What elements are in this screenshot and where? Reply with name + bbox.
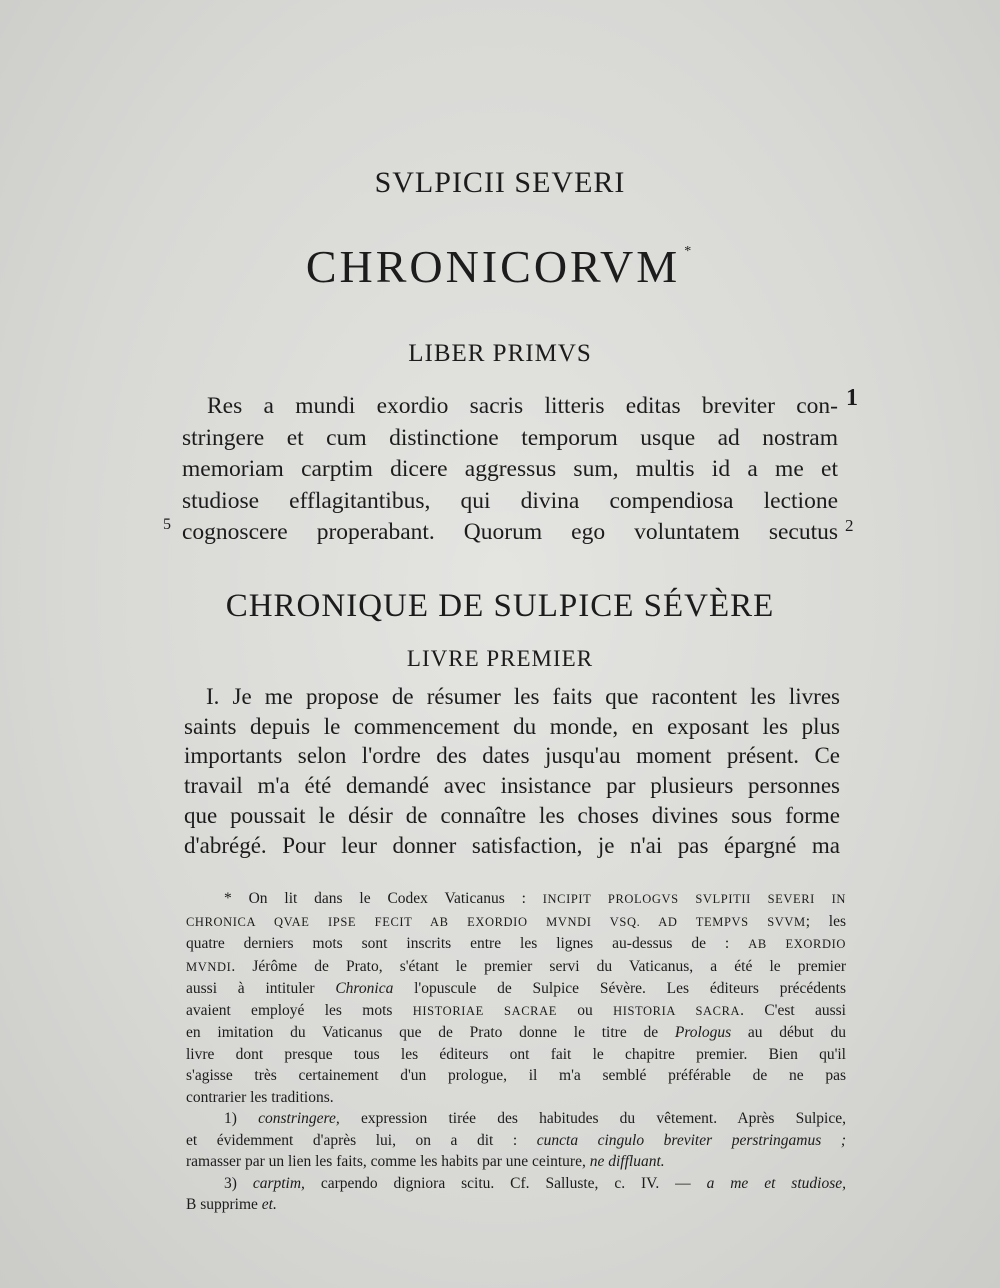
footnote-line <box>186 1087 846 1109</box>
footnote-text: au début du <box>731 1024 846 1041</box>
book-heading-latin: LIBER PRIMVS <box>408 340 592 367</box>
footnote-italic: et. <box>261 1196 277 1213</box>
footnote-text: ; les <box>805 912 846 930</box>
french-line: travail m'a été demandé avec insistance par plusieurs personnes <box>184 773 840 799</box>
french-line: I. Je me propose de résumer les faits que racontent les livres <box>206 684 840 709</box>
footnote-text: B supprime <box>186 1196 262 1213</box>
footnote-line <box>186 1173 846 1195</box>
footnote-text: et évidemment d'après lui, on a dit : <box>186 1131 537 1149</box>
footnote-smallcaps: CHRONICA QVAE IPSE FECIT AB EXORDIO MVNDI VSQ. AD TEMPVS SVVM <box>186 914 806 929</box>
footnote-line <box>186 888 846 911</box>
footnote-text: quatre derniers mots sont inscrits entre les lignes au-dessus de : <box>186 935 749 952</box>
margin-section-number: 2 <box>845 516 854 535</box>
french-line: importants selon l'ordre des dates jusqu'au moment présent. Ce <box>184 743 840 769</box>
footnote-line <box>186 933 846 956</box>
french-line: d'abrégé. Pour leur donner satisfaction, je n'ai pas épargné ma <box>184 832 840 858</box>
footnote-text: ramasser par un lien les faits, comme les habits par une ceinture, <box>186 1153 590 1170</box>
footnote-line <box>186 1044 846 1066</box>
latin-line: Res a mundi exordio sacris litteris editas breviter con- <box>207 393 838 419</box>
footnote-italic: carptim, <box>252 1174 305 1192</box>
footnote-smallcaps: MVNDI <box>186 959 232 974</box>
footnote-text: 1) <box>224 1110 259 1127</box>
latin-line: stringere et cum distinctione temporum usque ad nostram <box>182 424 838 451</box>
footnote-italic: Prologus <box>674 1024 732 1041</box>
latin-line: studiose efflagitantibus, qui divina compendiosa lectione <box>182 487 838 514</box>
margin-section-number: 1 <box>846 385 858 411</box>
footnote-1 <box>186 1108 846 1173</box>
footnote-text: * On lit dans le Codex Vaticanus : <box>224 890 543 907</box>
footnote-smallcaps: HISTORIA SACRA <box>613 1003 741 1018</box>
footnote-smallcaps: INCIPIT PROLOGVS SVLPITII SEVERI IN <box>542 892 847 906</box>
footnote-line <box>186 1000 846 1023</box>
footnotes <box>186 888 846 1216</box>
footnote-line <box>186 1065 846 1087</box>
footnote-italic: a me et studiose, <box>706 1174 846 1192</box>
footnote-text: expression tirée des habitudes du vêtement. Après Sulpice, <box>339 1110 846 1127</box>
footnote-line <box>186 1108 846 1130</box>
footnote-text: ou <box>556 1001 614 1019</box>
french-line: que poussait le désir de connaître les choses divines sous forme <box>184 802 840 828</box>
footnote-text: aussi à intituler <box>186 980 336 997</box>
footnote-text: carpendo digniora scitu. Cf. Salluste, c. IV. — <box>304 1174 707 1192</box>
footnote-line <box>186 978 846 1000</box>
latin-text <box>182 391 838 549</box>
footnote-text: livre dont presque tous les éditeurs ont fait le chapitre premier. Bien qu'il <box>186 1045 846 1063</box>
footnote-smallcaps: AB EXORDIO <box>748 937 846 951</box>
margin-line-number: 5 <box>163 516 171 533</box>
footnote-italic: constringere, <box>258 1110 340 1127</box>
footnote-star <box>186 888 846 1108</box>
footnote-italic: cuncta cingulo breviter perstringamus ; <box>536 1131 846 1149</box>
work-title <box>0 240 1000 293</box>
french-text <box>184 682 840 860</box>
footnote-italic: ne diffluant. <box>589 1153 665 1170</box>
work-title-text: CHRONICORVM <box>305 241 681 292</box>
latin-line: memoriam carptim dicere aggressus sum, multis id a me et <box>182 456 838 482</box>
footnote-text: . C'est aussi <box>740 1001 846 1019</box>
latin-line: cognoscere properabant. Quorum ego voluntatem secutus <box>182 519 838 545</box>
author-heading: SVLPICII SEVERI <box>374 166 626 199</box>
footnote-line <box>186 956 846 979</box>
footnote-line <box>186 1151 846 1173</box>
title-footnote-mark: * <box>684 244 695 259</box>
footnote-text: contrarier les traditions. <box>186 1088 334 1106</box>
footnote-line <box>186 911 846 934</box>
footnote-text: avaient employé les mots <box>186 1001 413 1019</box>
footnote-smallcaps: HISTORIAE SACRAE <box>412 1003 557 1018</box>
footnote-line <box>186 1022 846 1044</box>
footnote-text: l'opuscule de Sulpice Sévère. Les éditeurs précédents <box>393 980 846 997</box>
footnote-line <box>186 1130 846 1152</box>
footnote-text: . Jérôme de Prato, s'étant le premier servi du Vaticanus, a été le premier <box>231 957 846 975</box>
french-line: saints depuis le commencement du monde, en exposant les plus <box>184 713 840 739</box>
french-title: CHRONIQUE DE SULPICE SÉVÈRE <box>225 588 775 624</box>
footnote-line <box>186 1194 846 1216</box>
footnote-text: 3) <box>224 1174 253 1192</box>
footnote-italic: Chronica <box>335 980 394 997</box>
footnote-3 <box>186 1173 846 1216</box>
footnote-text: s'agisse très certainement d'un prologue, il m'a semblé préférable de ne pas <box>186 1067 846 1084</box>
footnote-text: en imitation du Vaticanus que de Prato donne le titre de <box>186 1024 675 1041</box>
book-heading-french: LIVRE PREMIER <box>406 646 594 671</box>
